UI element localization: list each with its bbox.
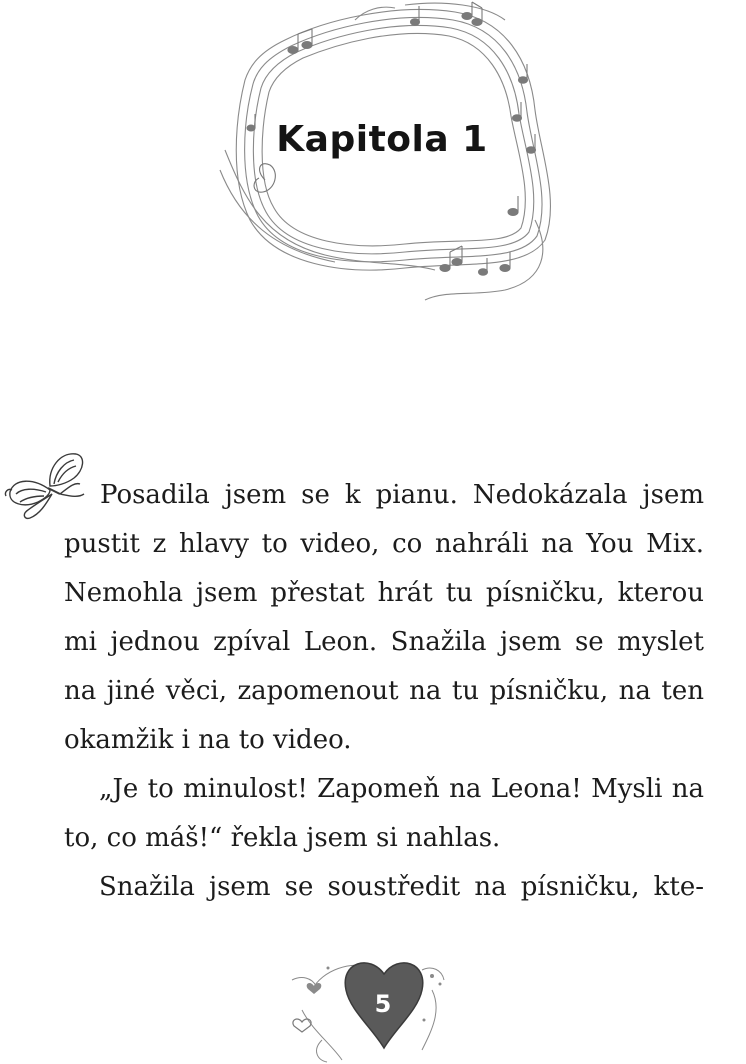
paragraph: Posadila jsem se k pianu. Nedokázala jsem pustit z hlavy to video, co nahráli na You Mix. Nemohla jsem přestat hrát tu písničku, kterou mi jednou zpíval Leon. Snažila jsem se myslet na jiné věci, zapomenout na tu písničku, na ten okamžik i na to video. [64, 480, 704, 755]
paragraph: „Je to minulost! Zapomeň na Leona! Mysli na to, co máš!“ řekla jsem si nahlas. [64, 774, 704, 853]
page-number: 5 [374, 990, 392, 1018]
paragraph: Snažila jsem se soustředit na písničku, kte- [99, 872, 704, 902]
chapter-title: Kapitola 1 [276, 119, 488, 160]
chapter-body [64, 471, 704, 912]
